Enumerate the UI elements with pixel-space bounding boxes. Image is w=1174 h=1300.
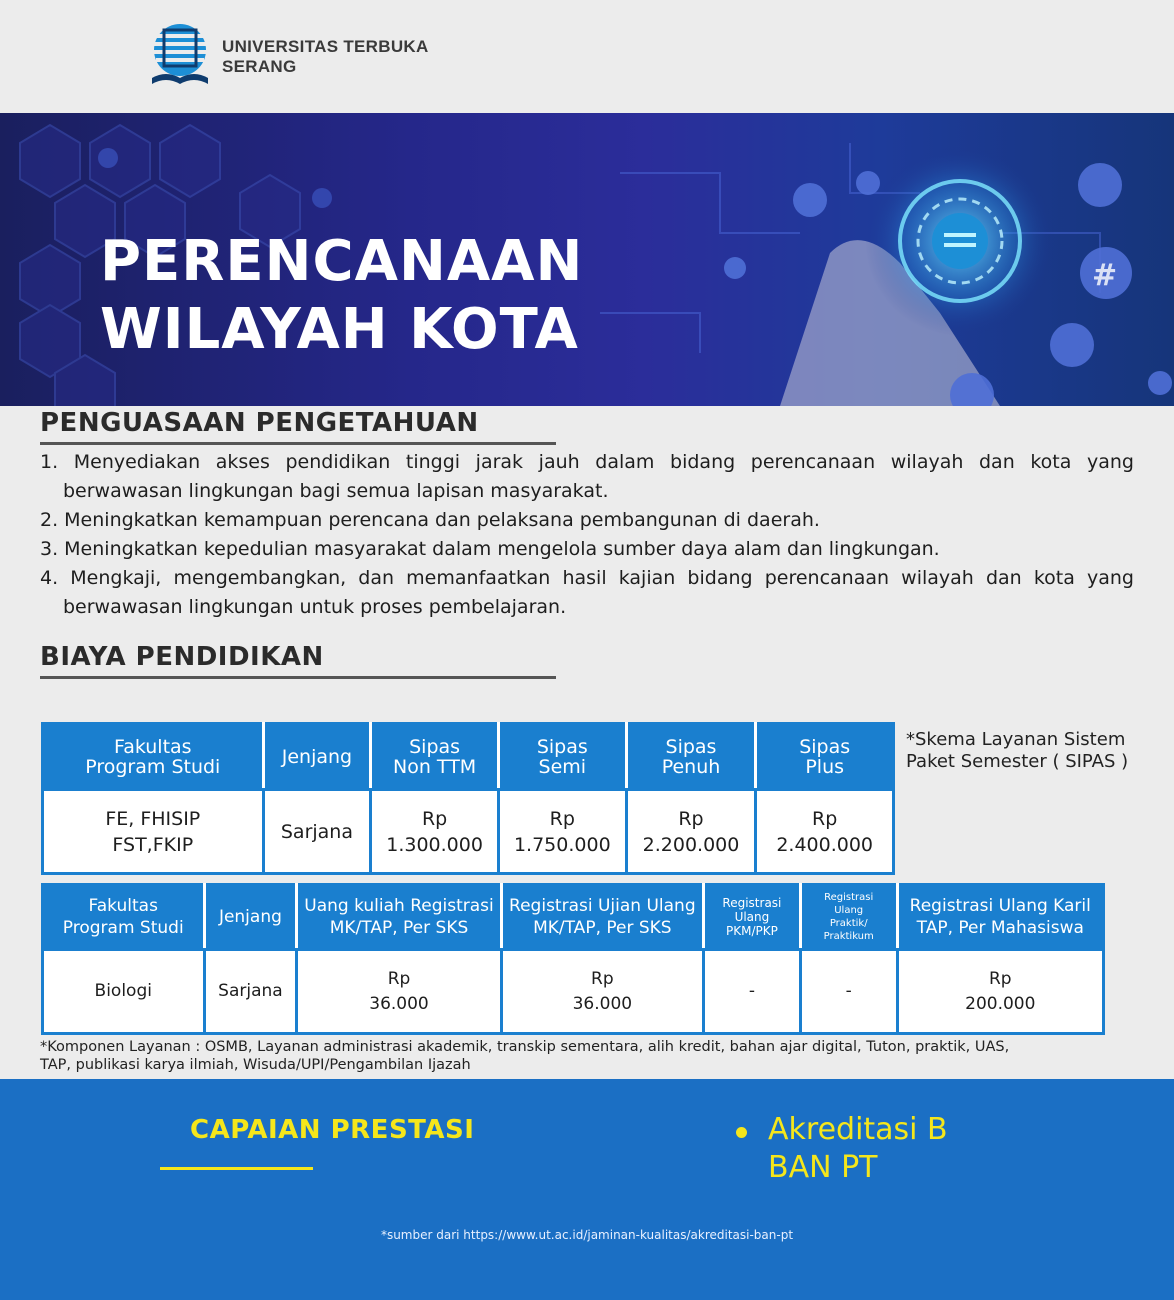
table-header-cell: Sipas Non TTM xyxy=(371,724,499,790)
user-icon xyxy=(1078,163,1122,207)
table-cell: Rp 2.400.000 xyxy=(756,790,894,874)
knowledge-item: 3. Meningkatkan kepedulian masyarakat dalam mengelola sumber daya alam dan lingkungan. xyxy=(40,538,940,560)
costs-rule xyxy=(40,676,556,679)
program-title-line1: PERENCANAAN xyxy=(100,229,584,294)
table-row xyxy=(43,950,1104,1034)
table-cell: Sarjana xyxy=(204,950,297,1034)
institution-name xyxy=(222,37,429,77)
ut-logo-icon xyxy=(932,213,988,269)
institution-line2: SERANG xyxy=(222,57,297,76)
sipas-note: *Skema Layanan Sistem Paket Semester ( SIPAS ) xyxy=(906,729,1129,772)
table-header-cell: Jenjang xyxy=(263,724,371,790)
knowledge-list xyxy=(40,448,1134,622)
table-header-cell: Jenjang xyxy=(204,885,297,950)
banner xyxy=(0,113,1174,406)
achievement-rule xyxy=(160,1167,313,1170)
knowledge-rule xyxy=(40,442,556,445)
achievement-title: CAPAIAN PRESTASI xyxy=(190,1115,475,1145)
table-header-row xyxy=(43,724,894,790)
service-components-note: *Komponen Layanan : OSMB, Layanan administrasi akademik, transkip sementara, alih kredit, bahan ajar digital, Tuton, praktik, UAS, TAP, publikasi karya ilmiah, Wisuda/UPI/Pengambilan Ijazah xyxy=(40,1039,1010,1073)
table-cell: Rp 36.000 xyxy=(297,950,501,1034)
table-header-cell: Sipas Plus xyxy=(756,724,894,790)
table-cell: Biologi xyxy=(43,950,205,1034)
table-cell: Sarjana xyxy=(263,790,371,874)
knowledge-title: PENGUASAAN PENGETAHUAN xyxy=(40,408,479,438)
table-cell: - xyxy=(800,950,897,1034)
person-icon xyxy=(724,257,746,279)
table-cell: Rp 36.000 xyxy=(501,950,703,1034)
institution-line1: UNIVERSITAS TERBUKA xyxy=(222,37,429,56)
table-header-cell: Fakultas Program Studi xyxy=(43,885,205,950)
table-cell: Rp 1.750.000 xyxy=(498,790,626,874)
costs-title: BIAYA PENDIDIKAN xyxy=(40,642,324,672)
table-cell: Rp 2.200.000 xyxy=(626,790,756,874)
table-header-cell: Registrasi Ulang PKM/PKP xyxy=(704,885,801,950)
table-cell: Rp 1.300.000 xyxy=(371,790,499,874)
knowledge-item: 4. Mengkaji, mengembangkan, dan memanfaatkan hasil kajian bidang perencanaan wilayah dan kota yang berwawasan lingkungan untuk proses pembelajaran. xyxy=(40,567,1134,618)
table-header-cell: Sipas Penuh xyxy=(626,724,756,790)
table-header-cell: Registrasi Ulang Praktik/ Praktikum xyxy=(800,885,897,950)
program-title-line2: WILAYAH KOTA xyxy=(100,297,579,362)
table-header-cell: Registrasi Ulang Karil TAP, Per Mahasiswa xyxy=(897,885,1103,950)
table-header-cell: Sipas Semi xyxy=(498,724,626,790)
registration-fee-table xyxy=(41,883,1105,1035)
accreditation-text: Akreditasi B BAN PT xyxy=(768,1112,948,1185)
heart-icon xyxy=(856,171,880,195)
sipas-fee-table xyxy=(41,722,895,875)
table-cell: FE, FHISIP FST,FKIP xyxy=(43,790,264,874)
table-header-cell: Fakultas Program Studi xyxy=(43,724,264,790)
bullet-icon xyxy=(736,1127,747,1138)
table-row xyxy=(43,790,894,874)
heart-small-icon xyxy=(1148,371,1172,395)
table-cell: - xyxy=(704,950,801,1034)
program-title xyxy=(100,228,583,364)
location-pin-icon xyxy=(793,183,827,217)
table-cell: Rp 200.000 xyxy=(897,950,1103,1034)
achievement-footer xyxy=(0,1079,1174,1300)
knowledge-item: 1. Menyediakan akses pendidikan tinggi jarak jauh dalam bidang perencanaan wilayah dan kota yang berwawasan lingkungan bagi semua lapisan masyarakat. xyxy=(40,451,1134,502)
table-header-row xyxy=(43,885,1104,950)
svg-text:#: # xyxy=(1092,258,1118,293)
table-header-cell: Uang kuliah Registrasi MK/TAP, Per SKS xyxy=(297,885,501,950)
table-header-cell: Registrasi Ujian Ulang MK/TAP, Per SKS xyxy=(501,885,703,950)
header xyxy=(0,0,1174,113)
thumbs-up-icon xyxy=(1050,323,1094,367)
source-note: *sumber dari https://www.ut.ac.id/jaminan-kualitas/akreditasi-ban-pt xyxy=(380,1228,794,1242)
universitas-terbuka-logo xyxy=(150,22,210,88)
knowledge-item: 2. Meningkatkan kemampuan perencana dan pelaksana pembangunan di daerah. xyxy=(40,509,820,531)
